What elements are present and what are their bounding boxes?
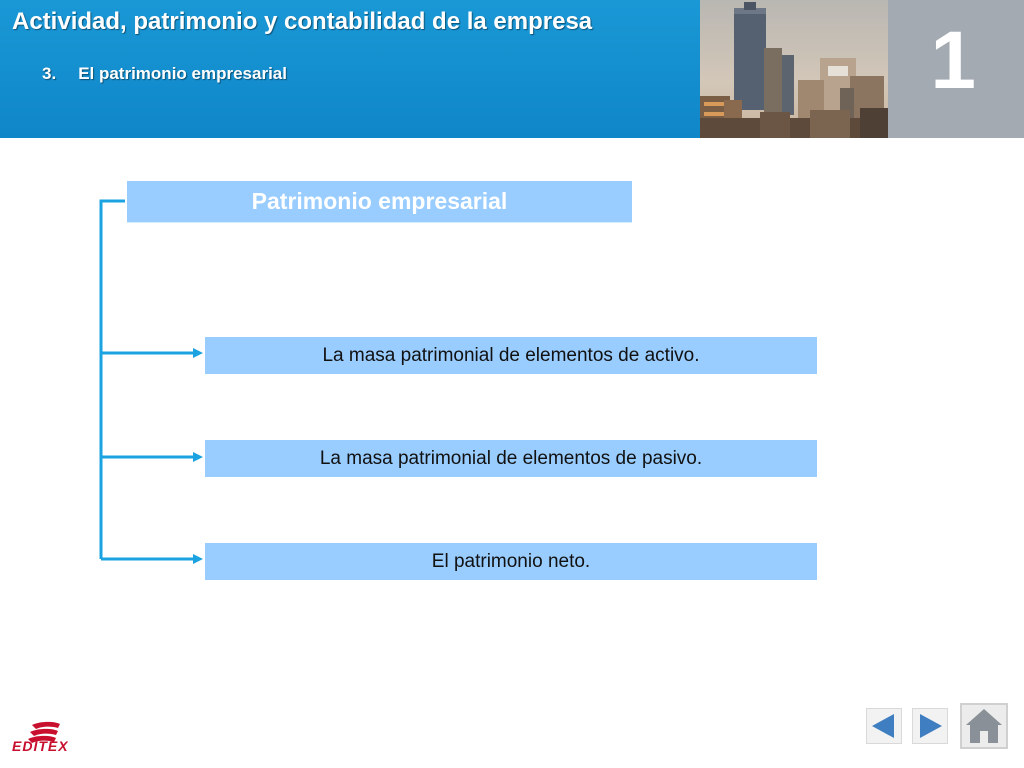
- diagram-item-pasivo: La masa patrimonial de elementos de pasivo.: [205, 440, 817, 477]
- diagram-title-box: Patrimonio empresarial: [127, 181, 632, 223]
- next-arrow-icon[interactable]: [912, 708, 948, 744]
- previous-arrow-icon[interactable]: [866, 708, 902, 744]
- home-icon[interactable]: [960, 703, 1008, 749]
- chapter-number: 1: [930, 15, 976, 106]
- connector-main: [101, 201, 125, 559]
- logo-text: EDITEX: [12, 738, 69, 754]
- diagram-item-patrimonio-neto: El patrimonio neto.: [205, 543, 817, 580]
- section-number: 3.: [42, 64, 57, 83]
- section-title: El patrimonio empresarial: [78, 64, 287, 83]
- page-title: Actividad, patrimonio y contabilidad de la empresa: [12, 8, 593, 35]
- diagram-item-activo: La masa patrimonial de elementos de activo.: [205, 337, 817, 374]
